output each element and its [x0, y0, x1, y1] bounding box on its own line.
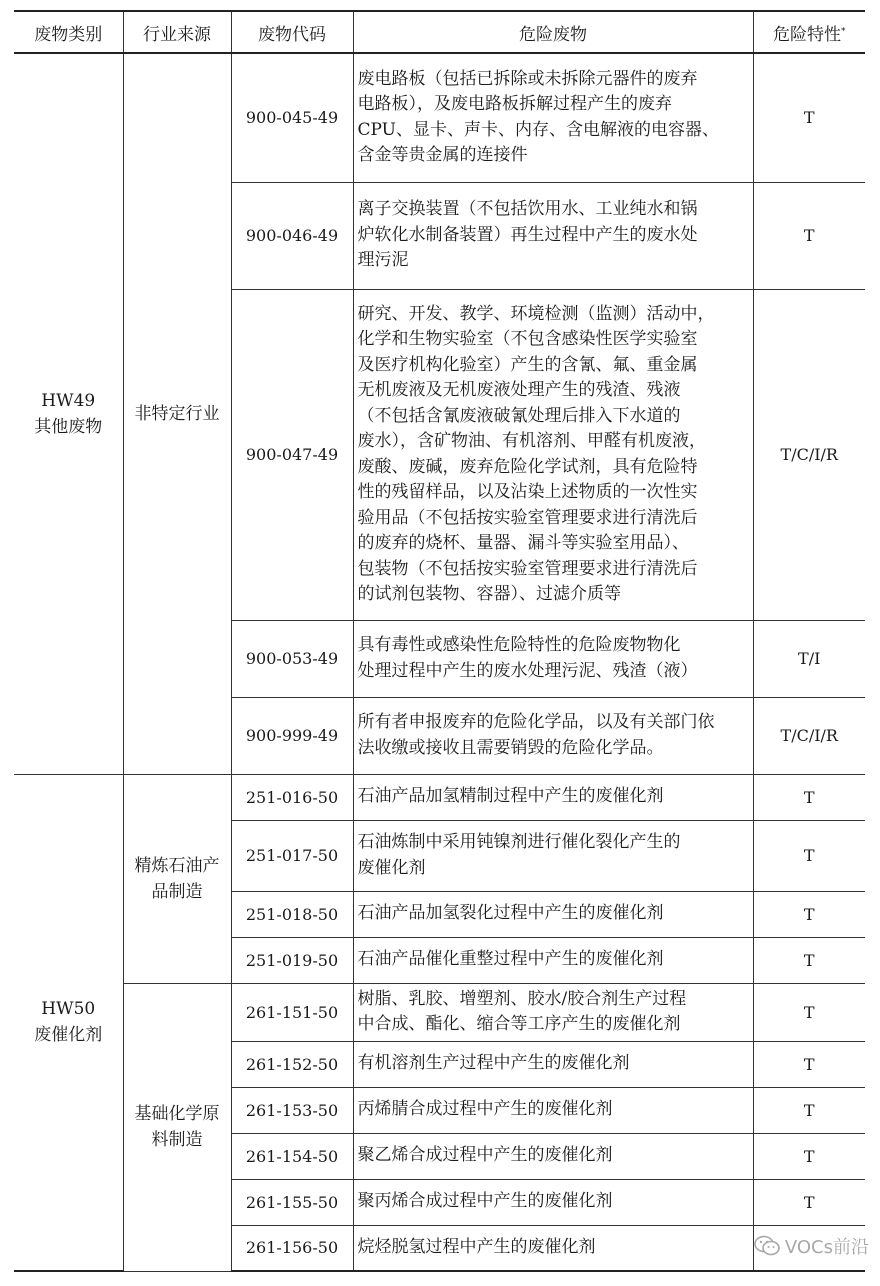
- characteristic-cell: T: [753, 1179, 865, 1225]
- header-source: 行业来源: [123, 11, 231, 53]
- waste-description-cell: [353, 1225, 753, 1271]
- description-line: 电路板），及废电路板拆解过程产生的废弃: [357, 94, 672, 115]
- header-waste: 危险废物: [353, 11, 753, 53]
- header-category: 废物类别: [14, 11, 123, 53]
- description-line: 处理过程中产生的废水处理污泥、残渣（液）: [357, 660, 698, 681]
- characteristic-cell: T: [753, 937, 865, 983]
- waste-description-cell: [353, 937, 753, 983]
- code-cell: 261-153-50: [231, 1087, 353, 1133]
- source-line: 料制造: [151, 1130, 203, 1150]
- waste-description-cell: [353, 53, 753, 182]
- waste-description-cell: [353, 1087, 753, 1133]
- code-cell: 261-152-50: [231, 1041, 353, 1087]
- source-line: 品制造: [151, 881, 203, 902]
- characteristic-cell: T: [753, 182, 865, 289]
- waste-table-page: [14, 10, 869, 1272]
- description-line: 石油炼制中采用钝镍剂进行催化裂化产生的: [357, 832, 681, 852]
- description-line: 废水），含矿物油、有机溶剂、甲醛有机废液，: [357, 431, 706, 451]
- hazardous-waste-table: [14, 10, 865, 1272]
- table-header-row: [14, 11, 865, 53]
- description-line: 的废弃的烧杯、量器、漏斗等实验室用品）、: [357, 533, 689, 553]
- description-line: 石油产品加氢精制过程中产生的废催化剂: [357, 786, 664, 807]
- wechat-icon: [753, 1234, 781, 1258]
- waste-description-cell: [353, 1179, 753, 1225]
- characteristic-cell: T/I: [753, 620, 865, 697]
- code-cell: 251-019-50: [231, 937, 353, 983]
- waste-description-cell: [353, 182, 753, 289]
- description-line: 炉软化水制备装置）再生过程中产生的废水处: [357, 224, 698, 245]
- code-cell: 900-046-49: [231, 182, 353, 289]
- description-line: 废酸、废碱，废弃危险化学试剂，具有危险特: [357, 456, 698, 477]
- code-cell: 261-156-50: [231, 1225, 353, 1271]
- waste-description-cell: [353, 983, 753, 1041]
- description-line: 无机废液及无机废液处理产生的残渣、残液: [357, 380, 681, 400]
- category-line: HW50: [41, 999, 96, 1020]
- characteristic-cell: T: [753, 820, 865, 891]
- category-line: 废催化剂: [34, 1025, 103, 1046]
- description-line: 中合成、酯化、缩合等工序产生的废催化剂: [357, 1014, 681, 1034]
- watermark-text: VOCs前沿: [784, 1237, 869, 1258]
- header-code: 废物代码: [231, 11, 353, 53]
- code-cell: 261-155-50: [231, 1179, 353, 1225]
- description-line: 理污泥: [357, 250, 409, 271]
- source-line: 基础化学原: [134, 1104, 220, 1124]
- description-line: 化学和生物实验室（不包含感染性医学实验室: [357, 329, 698, 349]
- description-line: 离子交换装置（不包括饮用水、工业纯水和锅: [357, 199, 698, 220]
- characteristic-cell: T: [753, 1041, 865, 1087]
- category-line: 其他废物: [34, 416, 103, 437]
- category-cell: [14, 53, 123, 774]
- description-line: （不包括含氰废液破氰处理后排入下水道的: [357, 405, 681, 426]
- header-characteristic-label: 危险特性: [773, 24, 841, 45]
- characteristic-cell: T: [753, 774, 865, 820]
- description-line: 烷烃脱氢过程中产生的废催化剂: [357, 1237, 596, 1257]
- description-line: 验用品（不包括按实验室管理要求进行清洗后: [357, 507, 698, 528]
- source-cell: [123, 53, 231, 774]
- code-cell: 261-154-50: [231, 1133, 353, 1179]
- characteristic-cell: T: [753, 891, 865, 937]
- category-cell: [14, 774, 123, 1271]
- characteristic-cell: T/C/I/R: [753, 697, 865, 774]
- table-body: [14, 53, 865, 1271]
- code-cell: 900-999-49: [231, 697, 353, 774]
- code-cell: 900-053-49: [231, 620, 353, 697]
- characteristic-cell: T: [753, 53, 865, 182]
- waste-description-cell: [353, 289, 753, 620]
- characteristic-cell: T: [753, 1133, 865, 1179]
- code-cell: 900-047-49: [231, 289, 353, 620]
- code-cell: 251-017-50: [231, 820, 353, 891]
- source-line: 精炼石油产: [134, 855, 220, 876]
- waste-description-cell: [353, 620, 753, 697]
- source-line: 非特定行业: [134, 403, 220, 424]
- description-line: 研究、开发、教学、环境检测（监测）活动中，: [357, 303, 715, 324]
- waste-description-cell: [353, 891, 753, 937]
- characteristic-cell: T/C/I/R: [753, 289, 865, 620]
- description-line: 具有毒性或感染性危险特性的危险废物物化: [357, 635, 681, 655]
- description-line: 包装物（不包括按实验室管理要求进行清洗后: [357, 558, 698, 579]
- source-cell: [123, 774, 231, 983]
- waste-description-cell: [353, 820, 753, 891]
- description-line: 及医疗机构化验室）产生的含氰、氟、重金属: [357, 354, 698, 375]
- description-line: 石油产品加氢裂化过程中产生的废催化剂: [357, 903, 664, 924]
- description-line: CPU、显卡、声卡、内存、含电解液的电容器、: [357, 119, 719, 140]
- table-row: [14, 53, 865, 182]
- description-line: 含金等贵金属的连接件: [357, 145, 528, 166]
- table-row: [14, 983, 865, 1041]
- waste-description-cell: [353, 697, 753, 774]
- code-cell: 261-151-50: [231, 983, 353, 1041]
- description-line: 树脂、乳胶、增塑剂、胶水/胶合剂生产过程: [357, 988, 687, 1009]
- description-line: 废催化剂: [357, 857, 426, 878]
- description-line: 有机溶剂生产过程中产生的废催化剂: [357, 1053, 630, 1074]
- header-characteristic: [753, 11, 865, 53]
- description-line: 废电路板（包括已拆除或未拆除元器件的废弃: [357, 68, 698, 89]
- characteristic-cell: T: [753, 1087, 865, 1133]
- description-line: 所有者申报废弃的危险化学品，以及有关部门依: [357, 712, 715, 732]
- watermark: [753, 1232, 869, 1260]
- characteristic-cell: T: [753, 983, 865, 1041]
- waste-description-cell: [353, 774, 753, 820]
- code-cell: 251-016-50: [231, 774, 353, 820]
- waste-description-cell: [353, 1041, 753, 1087]
- header-characteristic-mark: *: [841, 25, 846, 36]
- description-line: 聚丙烯合成过程中产生的废催化剂: [357, 1191, 613, 1212]
- description-line: 法收缴或接收且需要销毁的危险化学品。: [357, 737, 664, 758]
- waste-description-cell: [353, 1133, 753, 1179]
- description-line: 石油产品催化重整过程中产生的废催化剂: [357, 949, 664, 970]
- code-cell: 251-018-50: [231, 891, 353, 937]
- description-line: 聚乙烯合成过程中产生的废催化剂: [357, 1145, 613, 1166]
- description-line: 性的残留样品，以及沾染上述物质的一次性实: [357, 482, 698, 502]
- description-line: 的试剂包装物、容器）、过滤介质等: [357, 584, 621, 604]
- source-cell: [123, 983, 231, 1271]
- code-cell: 900-045-49: [231, 53, 353, 182]
- description-line: 丙烯腈合成过程中产生的废催化剂: [357, 1099, 613, 1120]
- category-line: HW49: [41, 390, 96, 411]
- table-row: [14, 774, 865, 820]
